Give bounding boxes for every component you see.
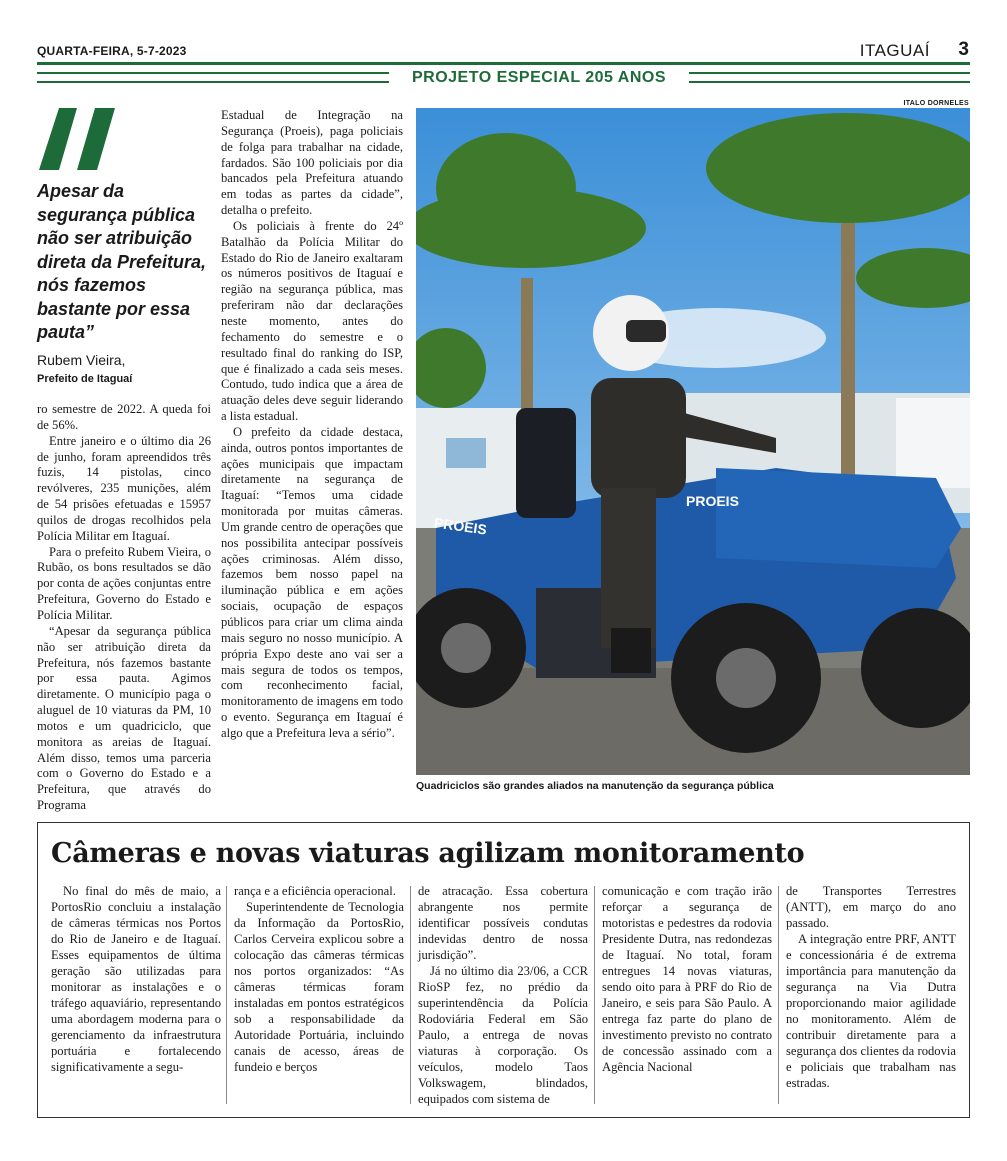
article-column-1: [37, 402, 211, 814]
article-column-2: [221, 108, 403, 742]
box-headline: Câmeras e novas viaturas agilizam monitoramento: [51, 838, 805, 869]
article-photo: [416, 108, 970, 775]
column-divider: [778, 886, 779, 1104]
box-column-1: [51, 883, 221, 1075]
box-column-3: [418, 883, 588, 1107]
atv-photo-illustration: [416, 108, 970, 775]
vehicle-label-front: PROEIS: [686, 493, 739, 509]
paragraph: Estadual de Integração na Segurança (Proeis), paga policiais de folga para trabalhar na cidade, fardados. São 100 policiais por dia bancados pela Prefeitura atuando em todas as partes da cidade”, detalha o prefeito.: [221, 108, 403, 218]
section-banner: [37, 68, 970, 88]
column-divider: [594, 886, 595, 1104]
photo-caption: Quadriciclos são grandes aliados na manutenção da segurança pública: [416, 780, 774, 792]
paragraph: A integração entre PRF, ANTT e concessionária é de extrema importância para manutenção da segurança na Via Dutra proporcionando maior agilidade no monitoramento. Além de contribuir diretamente para a segurança dos clientes da rodovia e policiais que trabalham nas estradas.: [786, 932, 956, 1090]
quote-mark-icon: [37, 108, 117, 170]
page-number: 3: [958, 39, 969, 60]
pull-quote-name: Rubem Vieira,: [37, 352, 126, 368]
box-column-5: [786, 883, 956, 1091]
section-title: PROJETO ESPECIAL 205 ANOS: [389, 68, 689, 88]
paragraph: Os policiais à frente do 24º Batalhão da Polícia Militar do Estado do Rio de Janeiro exaltaram os números positivos de Itaguaí e região na segurança pública, mas preferiram não dar declarações neste momento, antes do fechamento do semestre e o resultado final do ranking do ISP, que é finalizado a cada seis meses. Contudo, tudo indica que a área de atuação deles deve seguir liderando a lista estadual.: [221, 218, 403, 424]
paragraph: “Apesar da segurança pública não ser atribuição direta da Prefeitura, nós fazemos bastante por essa pauta. Agimos diretamente. O município paga o aluguel de 10 viaturas da PM, 10 motos e um quadriciclo, que monitora as areias de Itaguaí. Além disso, temos uma parceria com o Governo do Estado e a Prefeitura, que através do Programa: [37, 623, 211, 813]
paragraph: de atracação. Essa cobertura abrangente nos permite identificar possíveis condutas indevidas dentro de nossa jurisdição”.: [418, 884, 588, 962]
paragraph: comunicação e com tração irão reforçar a segurança de motoristas e pedestres da rodovia Presidente Dutra, nas redondezas de Itaguaí. No total, foram entregues 14 novas viaturas, sendo oito para à PRF do Rio de Janeiro, e seis para São Paulo. A entrega faz parte do plano de investimento previsto no contrato de concessão assinado com a Agência Nacional: [602, 884, 772, 1074]
header-rule: [37, 62, 970, 65]
paragraph: Já no último dia 23/06, a CCR RioSP fez, no prédio da superintendência da Polícia Rodoviária Federal em São Paulo, a entrega de novas viaturas à corporação. Os veículos, modelo Taos Volkswagem, blindados, equipados com sistema de: [418, 964, 588, 1106]
issue-date: QUARTA-FEIRA, 5-7-2023: [37, 44, 187, 58]
pull-quote-role: Prefeito de Itaguaí: [37, 373, 133, 385]
paragraph: de Transportes Terrestres (ANTT), em março do ano passado.: [786, 884, 956, 930]
column-divider: [410, 886, 411, 1104]
box-column-4: [602, 883, 772, 1075]
paragraph: No final do mês de maio, a PortosRio concluiu a instalação de câmeras térmicas nos Portos do Rio de Janeiro e de Itaguaí. Esses equipamentos de última geração são utilizadas para monitorar as instalações e o tráfego aquaviário, representando uma abordagem moderna para o gerenciamento da infraestrutura portuária e fortalecendo significativamente a segu-: [51, 884, 221, 1074]
paragraph: ro semestre de 2022. A queda foi de 56%.: [37, 402, 211, 432]
photo-credit: ITALO DORNELES: [903, 100, 969, 107]
paragraph: Superintendente de Tecnologia da Informação da PortosRio, Carlos Cerveira explicou sobre a colocação das câmeras térmicas nos portos organizados: “As câmeras térmicas foram instaladas em pontos estratégicos sob a responsabilidade da Autoridade Portuária, incluindo canais de acesso, áreas de fundeio e berços: [234, 900, 404, 1074]
city-name: ITAGUAÍ: [859, 41, 930, 60]
column-divider: [226, 886, 227, 1104]
pull-quote: Apesar da segurança pública não ser atribuição direta da Prefeitura, nós fazemos bastante por essa pauta”: [37, 181, 207, 342]
box-column-2: [234, 883, 404, 1075]
vehicle-label-rear: PROEIS: [433, 514, 488, 538]
paragraph: O prefeito da cidade destaca, ainda, outros pontos importantes de ações municipais que impactam diretamente na segurança de Itaguaí: “Temos uma cidade monitorada por muitas câmeras. Um grande centro de operações que nos possibilita antecipar possíveis ações criminosas. Além disso, fazemos bem nosso papel na iluminação pública e em ações sociais, ocupação de espaços públicos para criar um clima ainda mais seguro no nosso município. A própria Expo deste ano vai ser a mais segura de todos os tempos, com reconhecimento facial, monitoramento de imagens em todo o evento. Segurança em Itaguaí é algo que a Prefeitura leva a sério”.: [221, 424, 403, 740]
paragraph: Para o prefeito Rubem Vieira, o Rubão, os bons resultados se dão por conta de ações conjuntas entre Prefeitura, Governo do Estado e Polícia Militar.: [37, 544, 211, 622]
paragraph: rança e a eficiência operacional.: [234, 884, 396, 898]
paragraph: Entre janeiro e o último dia 26 de junho, foram apreendidos três fuzis, 14 pistolas, cinco revólveres, 235 munições, além de 54 prisões efetuadas e 15957 quilos de drogas recolhidos pela Polícia Militar em Itaguaí.: [37, 433, 211, 543]
